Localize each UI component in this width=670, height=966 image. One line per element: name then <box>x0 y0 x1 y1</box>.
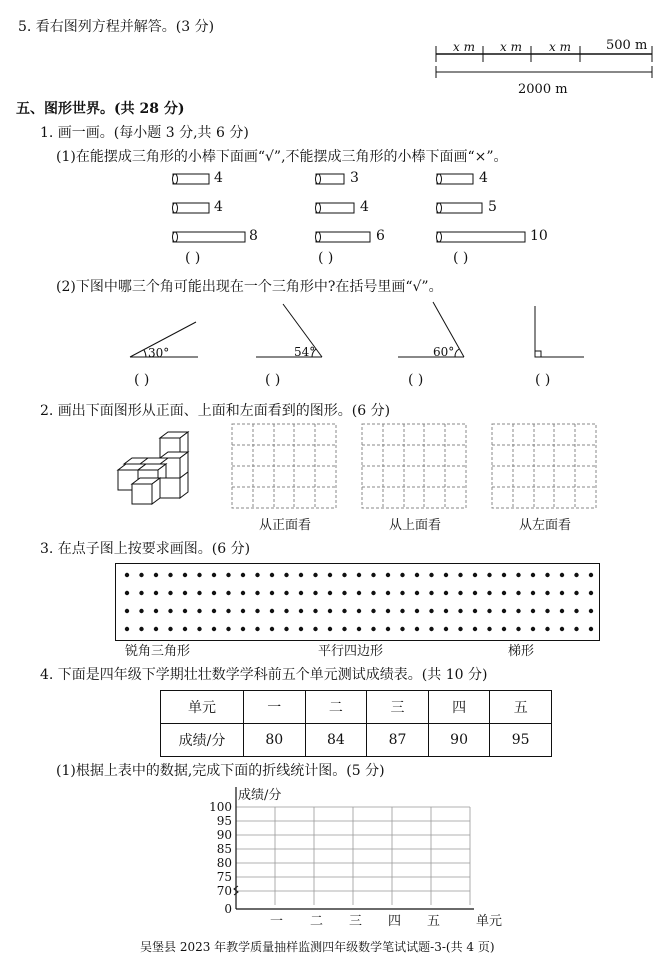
grid-dot <box>589 627 593 631</box>
stick-length: 10 <box>530 228 548 244</box>
stick-length: 8 <box>249 228 258 244</box>
grid-dot <box>386 573 390 577</box>
grid-dot <box>328 609 332 613</box>
stick-length: 4 <box>214 170 223 186</box>
angles-drawing <box>0 0 670 380</box>
grid-dot <box>429 609 433 613</box>
grid-dot <box>473 609 477 613</box>
grid-dot <box>342 573 346 577</box>
grid-dot <box>299 627 303 631</box>
grid-dot <box>342 627 346 631</box>
grid-dot <box>226 627 230 631</box>
grid-dot <box>226 609 230 613</box>
grid-dot <box>342 609 346 613</box>
answer-blank[interactable]: ( ) <box>535 372 551 388</box>
grid-dot <box>487 591 491 595</box>
grid-dot <box>531 573 535 577</box>
q1-sub1: (1)在能摆成三角形的小棒下面画“√”,不能摆成三角形的小棒下面画“×”。 <box>56 149 508 165</box>
grid-dot <box>560 609 564 613</box>
grid-dot <box>299 591 303 595</box>
grid-dot <box>168 591 172 595</box>
grid-dot <box>531 609 535 613</box>
xtick-label: 三 <box>349 914 363 929</box>
grid-dot <box>415 627 419 631</box>
table-cell: 二 <box>305 691 367 724</box>
grid-dot <box>473 627 477 631</box>
grid-dot <box>212 627 216 631</box>
grid-dot <box>516 591 520 595</box>
table-cell: 成绩/分 <box>161 724 244 757</box>
table-cell: 95 <box>490 724 552 757</box>
grid-dot <box>270 627 274 631</box>
grid-dot <box>284 627 288 631</box>
grid-dot <box>255 609 259 613</box>
grid-dot <box>139 573 143 577</box>
grid-dot <box>125 573 129 577</box>
xtick-label: 五 <box>427 914 441 929</box>
table-cell: 四 <box>428 691 490 724</box>
grid-dot <box>415 573 419 577</box>
grid-dot <box>299 573 303 577</box>
grid-dot <box>371 609 375 613</box>
grid-dot <box>502 627 506 631</box>
table-cell: 87 <box>367 724 429 757</box>
chart-xlabel: 单元 <box>476 914 503 929</box>
grid-dot <box>313 627 317 631</box>
grid-dot <box>574 573 578 577</box>
grid-dot <box>545 573 549 577</box>
answer-blank[interactable]: ( ) <box>318 250 334 266</box>
grid-dot <box>516 627 520 631</box>
ytick-label: 100 <box>209 800 232 814</box>
xtick-label: 一 <box>270 914 284 929</box>
grid-dot <box>241 609 245 613</box>
grid-dot <box>589 609 593 613</box>
segment-label-1: x m <box>453 40 475 54</box>
grid-dot <box>226 591 230 595</box>
view-label-left: 从左面看 <box>518 518 571 533</box>
q4-title: 4. 下面是四年级下学期壮壮数学学科前五个单元测试成绩表。(共 10 分) <box>40 667 488 683</box>
grid-dot <box>574 609 578 613</box>
table-cell: 五 <box>490 691 552 724</box>
dot-grid[interactable] <box>115 563 600 641</box>
answer-blank[interactable]: ( ) <box>265 372 281 388</box>
dot-grid-dots <box>116 564 599 640</box>
grid-dot <box>574 627 578 631</box>
q1-title: 1. 画一画。(每小题 3 分,共 6 分) <box>40 125 249 141</box>
grid-dot <box>371 627 375 631</box>
stick-length: 4 <box>214 199 223 215</box>
grid-dot <box>270 573 274 577</box>
grid-dot <box>429 591 433 595</box>
grid-dot <box>531 591 535 595</box>
page-footer: 吴堡县 2023 年教学质量抽样监测四年级数学笔试试题-3-(共 4 页) <box>140 940 495 954</box>
ytick-label: 80 <box>216 856 232 870</box>
grid-dot <box>125 609 129 613</box>
q2-title: 2. 画出下面图形从正面、上面和左面看到的图形。(6 分) <box>40 403 391 419</box>
grid-dot <box>415 591 419 595</box>
stick-length: 3 <box>350 170 359 186</box>
grid-dot <box>284 609 288 613</box>
q5-text: 5. 看右图列方程并解答。(3 分) <box>18 19 215 35</box>
grid-dot <box>342 591 346 595</box>
grid-dot <box>125 627 129 631</box>
grid-dot <box>154 573 158 577</box>
grid-dot <box>487 609 491 613</box>
ytick-label: 0 <box>224 902 232 916</box>
grid-dot <box>545 591 549 595</box>
grid-dot <box>284 591 288 595</box>
grid-dot <box>328 627 332 631</box>
grid-dot <box>168 627 172 631</box>
grid-dot <box>139 609 143 613</box>
segment-label-4: 500 m <box>606 38 648 53</box>
grid-dot <box>473 573 477 577</box>
dot-label-trapezoid: 梯形 <box>508 644 535 659</box>
angle-label: 30° <box>148 346 170 360</box>
grid-dot <box>255 573 259 577</box>
grid-dot <box>371 591 375 595</box>
grid-dot <box>444 627 448 631</box>
xtick-label: 二 <box>310 914 324 929</box>
grid-dot <box>197 627 201 631</box>
ytick-label: 75 <box>216 870 232 884</box>
grid-dot <box>589 591 593 595</box>
answer-blank[interactable]: ( ) <box>453 250 469 266</box>
table-row <box>161 724 552 757</box>
grid-dot <box>473 591 477 595</box>
grid-dot <box>183 627 187 631</box>
grid-dot <box>574 591 578 595</box>
grid-dot <box>487 627 491 631</box>
grid-dot <box>313 609 317 613</box>
grid-dot <box>241 573 245 577</box>
table-cell: 三 <box>367 691 429 724</box>
score-table <box>160 690 552 757</box>
table-cell: 80 <box>244 724 306 757</box>
grid-dot <box>458 591 462 595</box>
grid-dot <box>415 609 419 613</box>
answer-blank[interactable]: ( ) <box>185 250 201 266</box>
grid-dot <box>139 627 143 631</box>
grid-dot <box>444 609 448 613</box>
grid-dot <box>226 573 230 577</box>
answer-blank[interactable]: ( ) <box>134 372 150 388</box>
grid-dot <box>444 591 448 595</box>
grid-dot <box>357 627 361 631</box>
stick-length: 6 <box>376 228 385 244</box>
grid-dot <box>168 609 172 613</box>
grid-dot <box>386 609 390 613</box>
grid-dot <box>357 573 361 577</box>
table-cell: 90 <box>428 724 490 757</box>
grid-dot <box>444 573 448 577</box>
grid-dot <box>241 591 245 595</box>
grid-dot <box>284 573 288 577</box>
grid-dot <box>560 573 564 577</box>
grid-dot <box>328 591 332 595</box>
grid-dot <box>197 591 201 595</box>
ytick-label: 90 <box>216 828 232 842</box>
grid-dot <box>357 609 361 613</box>
view-grid-top[interactable] <box>362 424 466 508</box>
ytick-label: 95 <box>216 814 232 828</box>
view-label-front: 从正面看 <box>258 518 311 533</box>
segment-total-label: 2000 m <box>518 82 568 97</box>
ytick-label: 70 <box>216 884 232 898</box>
grid-dot <box>589 573 593 577</box>
grid-dot <box>458 609 462 613</box>
angle-label: 54° <box>294 345 316 359</box>
grid-dot <box>270 591 274 595</box>
grid-dot <box>197 573 201 577</box>
grid-dot <box>502 609 506 613</box>
q4-sub1: (1)根据上表中的数据,完成下面的折线统计图。(5 分) <box>56 763 385 779</box>
grid-dot <box>516 573 520 577</box>
grid-dot <box>560 591 564 595</box>
grid-dot <box>357 591 361 595</box>
grid-dot <box>313 591 317 595</box>
grid-dot <box>255 591 259 595</box>
stick-length: 4 <box>360 199 369 215</box>
xtick-label: 四 <box>388 914 402 929</box>
answer-blank[interactable]: ( ) <box>408 372 424 388</box>
grid-dot <box>545 609 549 613</box>
grid-dot <box>400 591 404 595</box>
angle-label: 60° <box>433 345 455 359</box>
grid-dot <box>270 609 274 613</box>
view-grid-front[interactable] <box>232 424 336 508</box>
grid-dot <box>197 609 201 613</box>
grid-dot <box>400 627 404 631</box>
grid-dot <box>212 591 216 595</box>
view-label-top: 从上面看 <box>388 518 441 533</box>
section-title: 五、图形世界。(共 28 分) <box>16 101 185 117</box>
grid-dot <box>183 591 187 595</box>
table-cell: 一 <box>244 691 306 724</box>
grid-dot <box>125 591 129 595</box>
table-cell: 单元 <box>161 691 244 724</box>
grid-dot <box>400 609 404 613</box>
grid-dot <box>139 591 143 595</box>
chart-ylabel: 成绩/分 <box>238 788 282 803</box>
grid-dot <box>183 573 187 577</box>
grid-dot <box>429 627 433 631</box>
grid-dot <box>502 591 506 595</box>
grid-dot <box>154 591 158 595</box>
grid-dot <box>154 609 158 613</box>
line-chart-grid[interactable] <box>236 805 476 915</box>
grid-dot <box>487 573 491 577</box>
grid-dot <box>241 627 245 631</box>
grid-dot <box>212 609 216 613</box>
stick-length: 4 <box>479 170 488 186</box>
view-grid-left[interactable] <box>492 424 596 508</box>
grid-dot <box>429 573 433 577</box>
dot-label-acute-triangle: 锐角三角形 <box>125 644 191 659</box>
segment-label-2: x m <box>500 40 522 54</box>
table-row <box>161 691 552 724</box>
grid-dot <box>386 627 390 631</box>
grid-dot <box>371 573 375 577</box>
grid-dot <box>313 573 317 577</box>
grid-dot <box>154 627 158 631</box>
grid-dot <box>516 609 520 613</box>
segment-label-3: x m <box>549 40 571 54</box>
grid-dot <box>386 591 390 595</box>
grid-dot <box>299 609 303 613</box>
grid-dot <box>458 573 462 577</box>
grid-dot <box>560 627 564 631</box>
q3-title: 3. 在点子图上按要求画图。(6 分) <box>40 541 251 557</box>
dot-label-parallelogram: 平行四边形 <box>318 644 384 659</box>
q1-sub2: (2)下图中哪三个角可能出现在一个三角形中?在括号里画“√”。 <box>56 279 443 295</box>
grid-dot <box>168 573 172 577</box>
table-cell: 84 <box>305 724 367 757</box>
grid-dot <box>400 573 404 577</box>
stick-length: 5 <box>488 199 497 215</box>
grid-dot <box>545 627 549 631</box>
grid-dot <box>328 573 332 577</box>
cube-stack <box>110 430 220 510</box>
chart-yticks <box>208 800 232 916</box>
grid-dot <box>458 627 462 631</box>
grid-dot <box>502 573 506 577</box>
grid-dot <box>183 609 187 613</box>
grid-dot <box>531 627 535 631</box>
grid-dot <box>255 627 259 631</box>
grid-dot <box>212 573 216 577</box>
ytick-label: 85 <box>216 842 232 856</box>
